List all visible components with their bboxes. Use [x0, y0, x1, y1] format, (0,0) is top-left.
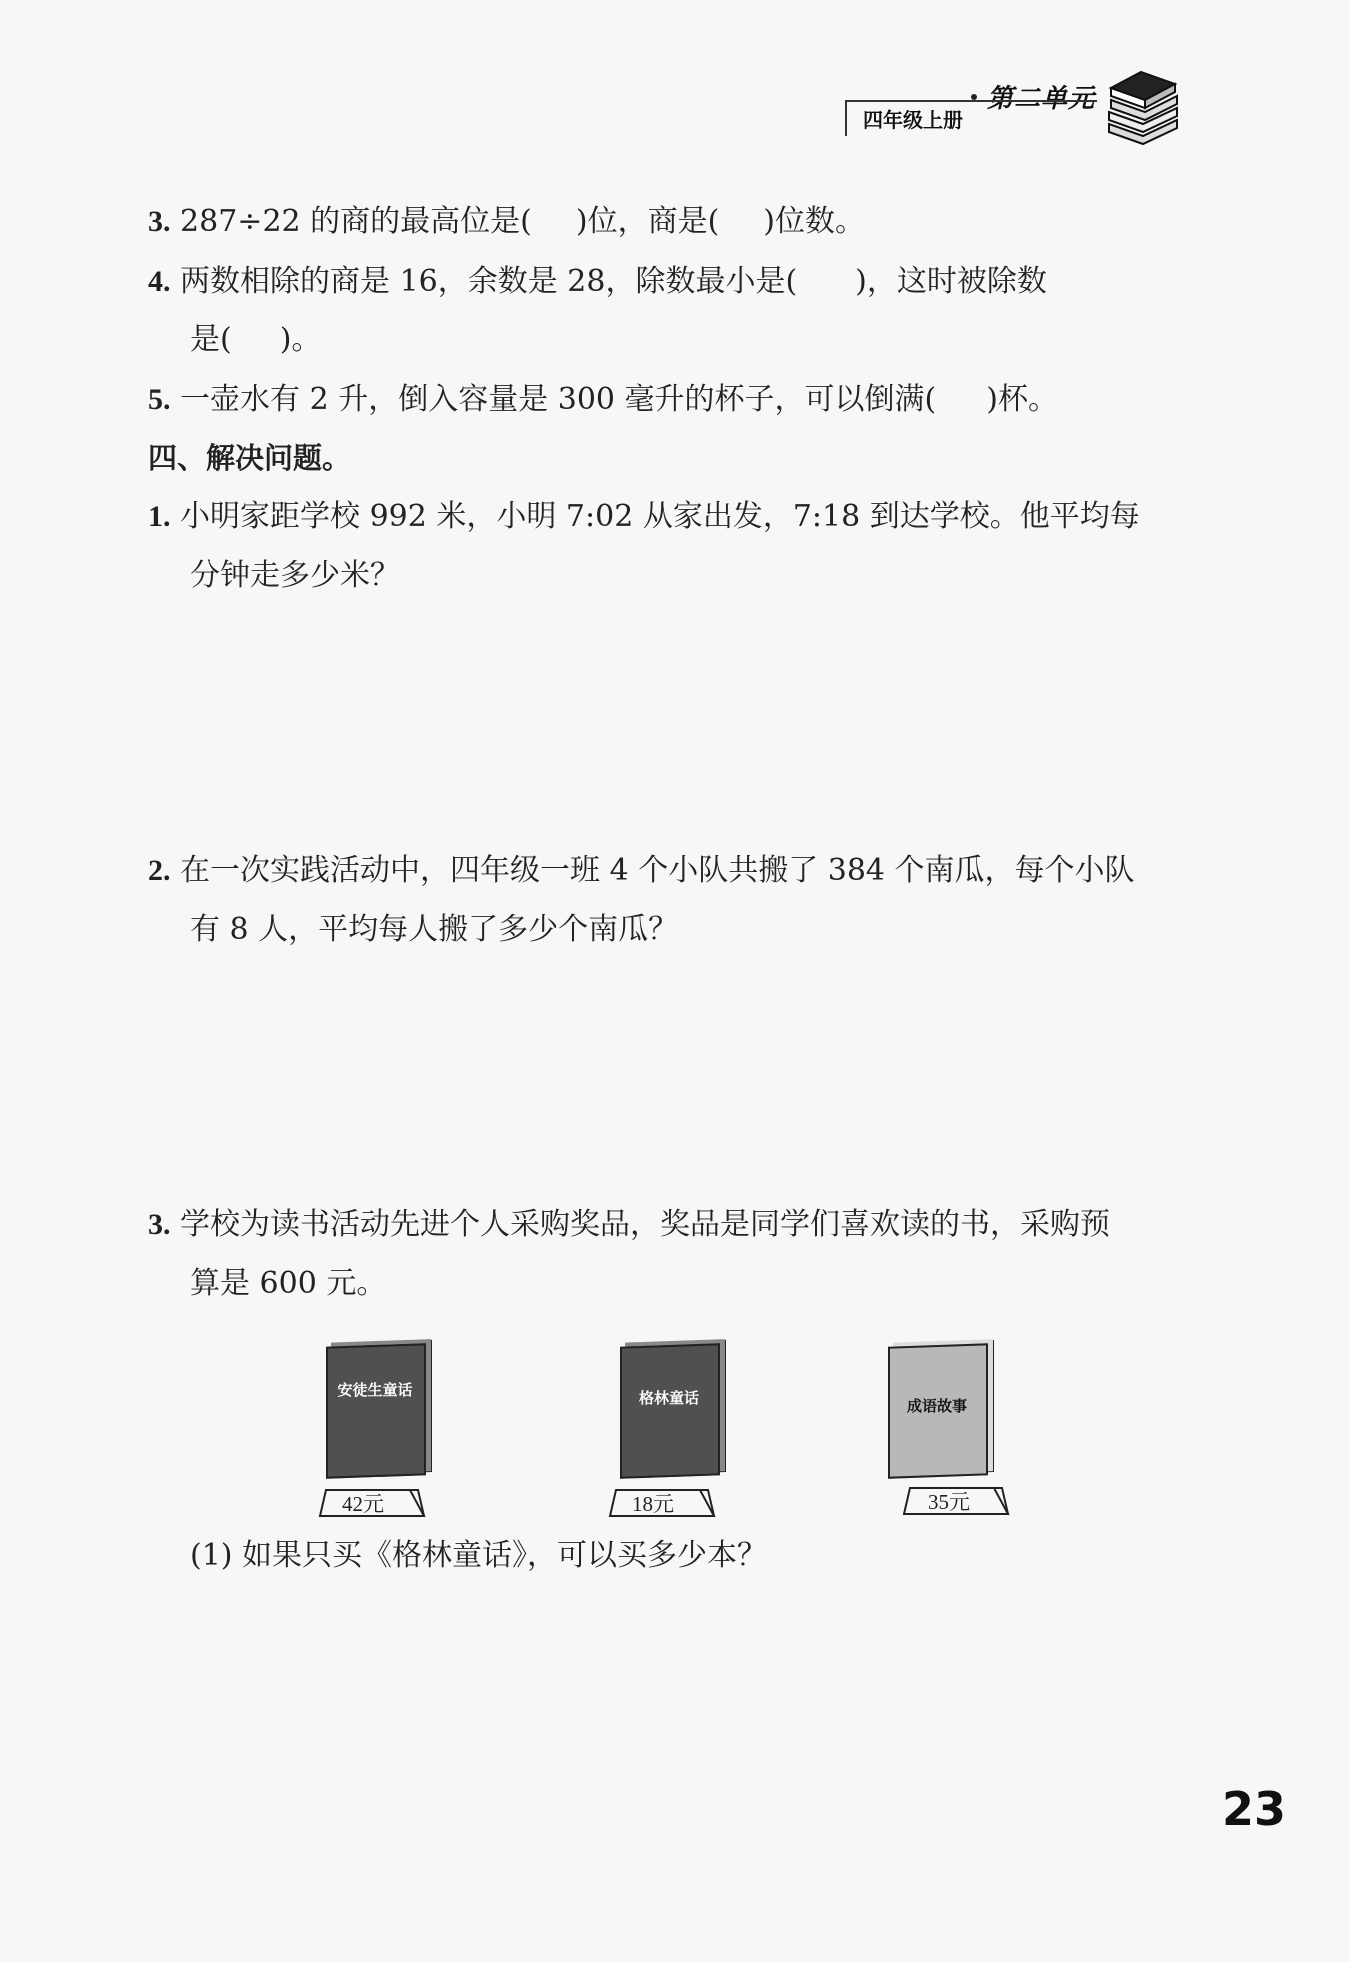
question-text: 一壶水有 2 升，倒入容量是 300 毫升的杯子，可以倒满(: [180, 382, 937, 417]
question-text: )位，商是(: [575, 204, 720, 239]
question-text: )，这时被除数: [855, 264, 1047, 299]
books-stack-icon: [1103, 66, 1183, 146]
question-number: 3.: [148, 205, 171, 238]
problem-3: [148, 1205, 1110, 1245]
question-number: 4.: [148, 265, 171, 298]
problem-2-line-2: 有 8 人，平均每人搬了多少个南瓜？: [190, 912, 679, 947]
question-number: 5.: [148, 383, 171, 416]
problem-number: 1.: [148, 500, 171, 533]
page-number: 23: [1222, 1782, 1287, 1836]
question-text: 287÷22 的商的最高位是(: [180, 204, 532, 239]
problem-1-line-2: 分钟走多少米？: [190, 558, 400, 593]
problem-text: 小明家距学校 992 米，小明 7:02 从家出发，7:18 到达学校。他平均每: [180, 499, 1140, 534]
problem-2: [148, 851, 1135, 891]
price-label: 42元: [342, 1492, 384, 1516]
blank-question-4-continued: [190, 320, 321, 360]
book-title: 成语故事: [906, 1397, 967, 1415]
book-cover: [620, 1343, 720, 1478]
problem-3-line-2: 算是 600 元。: [190, 1266, 387, 1301]
problem-text: 学校为读书活动先进个人采购奖品，奖品是同学们喜欢读的书，采购预: [180, 1207, 1111, 1242]
grade-label: 四年级上册: [863, 108, 963, 132]
blank-question-5: [148, 380, 1058, 420]
question-text: 是(: [190, 322, 232, 357]
blank-question-3: [148, 202, 865, 242]
question-text: )。: [279, 322, 322, 357]
page-header: [845, 60, 1185, 150]
question-text: )位数。: [763, 204, 865, 239]
book-title: 安徒生童话: [337, 1381, 413, 1399]
book-title: 格林童话: [638, 1389, 699, 1407]
problem-text: 在一次实践活动中，四年级一班 4 个小队共搬了 384 个南瓜，每个小队: [180, 853, 1135, 888]
problem-1: [148, 497, 1140, 537]
problem-number: 3.: [148, 1208, 171, 1241]
unit-title: 第二单元: [987, 84, 1096, 114]
problem-number: 2.: [148, 854, 171, 887]
sub-question-1: (1) 如果只买《格林童话》，可以买多少本？: [190, 1538, 768, 1573]
section-title: 四、解决问题。: [148, 441, 352, 475]
question-text: 两数相除的商是 16，余数是 28，除数最小是(: [180, 264, 798, 299]
question-text: )杯。: [986, 382, 1058, 417]
book-cover: [326, 1343, 426, 1478]
price-label: 35元: [928, 1490, 970, 1514]
blank-question-4: [148, 262, 1047, 302]
price-label: 18元: [632, 1492, 674, 1516]
